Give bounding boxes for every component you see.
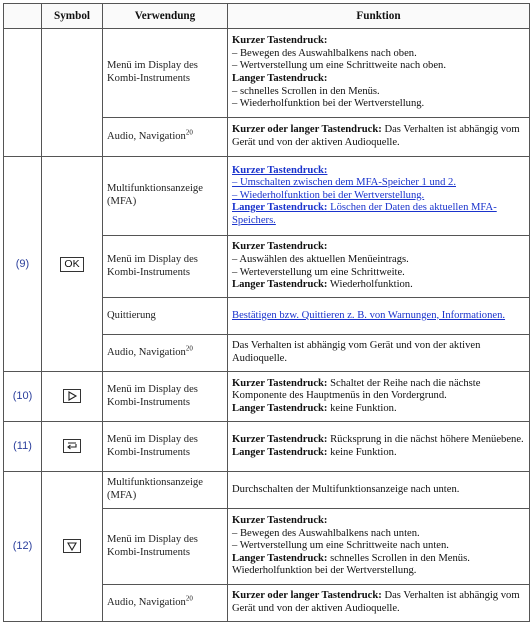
row-number: (9) <box>4 157 42 372</box>
header-function: Funktion <box>228 4 530 29</box>
usage-cell: Menü im Display des Kombi-Instruments <box>103 29 228 118</box>
usage-cell: Menü im Display des Kombi-Instruments <box>103 236 228 298</box>
usage-cell: Menü im Display des Kombi-Instruments <box>103 422 228 472</box>
table-row <box>4 472 530 509</box>
link-text[interactable]: Langer Tastendruck: Löschen der Daten des aktuellen MFA-Speichers. <box>232 202 497 226</box>
link-text[interactable]: Bestätigen bzw. Quittieren z. B. von Warnungen, Informationen. <box>232 309 506 321</box>
play-triangle-icon <box>63 389 81 403</box>
link-text[interactable]: Kurzer Tastendruck: <box>232 164 328 176</box>
header-number <box>4 4 42 29</box>
function-cell: Das Verhalten ist abhängig vom Gerät und von der aktiven Audioquelle. <box>228 335 530 372</box>
usage-cell: Menü im Display des Kombi-Instruments <box>103 372 228 422</box>
function-cell: Kurzer oder langer Tastendruck: Das Verhalten ist abhängig vom Gerät und von der aktiven Audioquelle. <box>228 118 530 157</box>
usage-cell: Multifunktionsanzeige (MFA) <box>103 157 228 236</box>
table-row <box>4 372 530 422</box>
symbol-cell <box>42 422 103 472</box>
row-number: (11) <box>4 422 42 472</box>
usage-cell: Audio, Navigation$^{20}$ <box>103 335 228 372</box>
link-text[interactable]: – Wiederholfunktion bei der Wertverstellung. <box>232 189 425 201</box>
table-row <box>4 157 530 236</box>
back-arrow-icon <box>63 439 81 453</box>
function-cell: Kurzer oder langer Tastendruck: Das Verhalten ist abhängig vom Gerät und von der aktiven Audioquelle. <box>228 585 530 622</box>
symbol-cell <box>42 472 103 622</box>
link-text[interactable]: – Umschalten zwischen dem MFA-Speicher 1 und 2. <box>232 177 456 189</box>
function-cell: Durchschalten der Multifunktionsanzeige nach unten. <box>228 472 530 509</box>
function-cell: Kurzer Tastendruck: Rücksprung in die nächst höhere Menüebene. Langer Tastendruck: keine Funktion. <box>228 422 530 472</box>
usage-cell: Audio, Navigation$^{20}$ <box>103 118 228 157</box>
header-usage: Verwendung <box>103 4 228 29</box>
function-cell <box>228 157 530 236</box>
ok-button-symbol: OK <box>60 257 83 272</box>
row-number-empty <box>4 29 42 157</box>
table-row <box>4 29 530 118</box>
function-cell: Kurzer Tastendruck: – Auswählen des aktuellen Menüeintrags. – Werteverstellung um eine Schrittweite. Langer Tastendruck: Wiederholfunktion. <box>228 236 530 298</box>
function-cell: Kurzer Tastendruck: – Bewegen des Auswahlbalkens nach oben. – Wertverstellung um eine Schrittweite nach oben. Langer Tastendruck: – schnelles Scrollen in den Menüs. – Wiederholfunktion bei der Wertverstellung. <box>228 29 530 118</box>
symbol-cell <box>42 372 103 422</box>
function-cell <box>228 298 530 335</box>
usage-cell: Audio, Navigation$^{20}$ <box>103 585 228 622</box>
row-number: (12) <box>4 472 42 622</box>
function-cell: Kurzer Tastendruck: – Bewegen des Auswahlbalkens nach unten. – Wertverstellung um eine Schrittweite nach unten. Langer Tastendruck: schnelles Scrollen in den Menüs. Wiederholfunktion bei der Wertverstellung. <box>228 509 530 585</box>
header-symbol: Symbol <box>42 4 103 29</box>
function-cell: Kurzer Tastendruck: Schaltet der Reihe nach die nächste Komponente des Hauptmenüs in den Vordergrund. Langer Tastendruck: keine Funktion. <box>228 372 530 422</box>
row-number: (10) <box>4 372 42 422</box>
table-header-row <box>4 4 530 29</box>
function-table <box>3 3 530 622</box>
usage-cell: Quittierung <box>103 298 228 335</box>
usage-cell: Menü im Display des Kombi-Instruments <box>103 509 228 585</box>
symbol-cell-empty <box>42 29 103 157</box>
down-triangle-icon <box>63 539 81 553</box>
symbol-cell <box>42 157 103 372</box>
table-row <box>4 422 530 472</box>
usage-cell: Multifunktionsanzeige (MFA) <box>103 472 228 509</box>
